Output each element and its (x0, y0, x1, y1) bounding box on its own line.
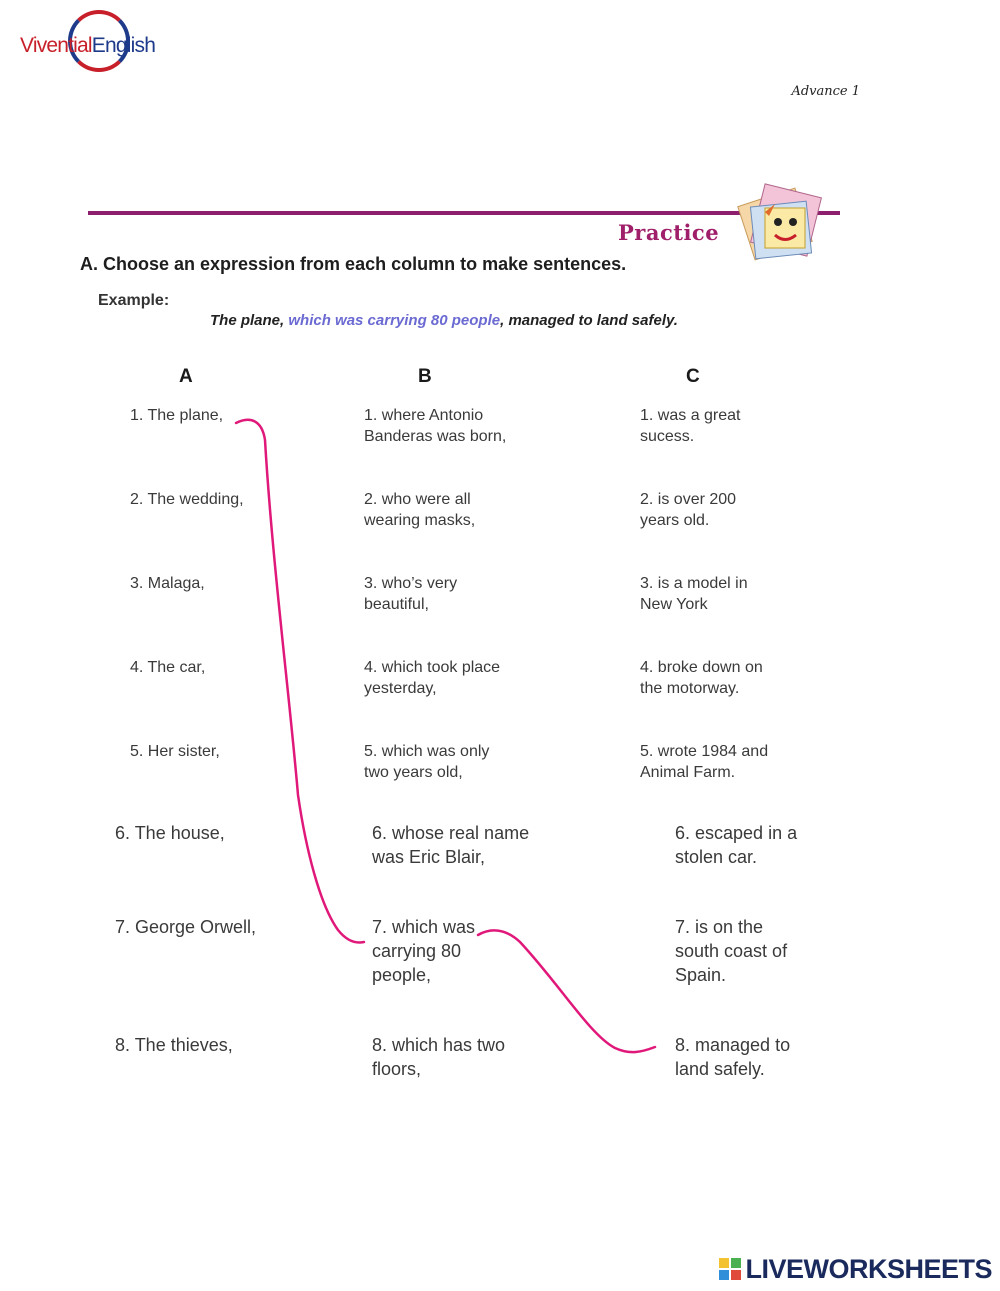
column-a-item-7[interactable]: 7. George Orwell, (115, 917, 257, 937)
column-c-item-6[interactable]: 6. escaped in a stolen car. (675, 823, 798, 867)
column-a-item-5[interactable]: 5. Her sister, (130, 743, 220, 760)
column-c-item-4[interactable]: 4. broke down on the motorway. (640, 659, 763, 697)
column-b-item-6[interactable]: 6. whose real name was Eric Blair, (372, 823, 530, 867)
column-c-item-8[interactable]: 8. managed to land safely. (675, 1035, 791, 1079)
column-b-item-1[interactable]: 1. where Antonio Banderas was born, (364, 407, 507, 445)
column-c-item-5[interactable]: 5. wrote 1984 and Animal Farm. (640, 743, 769, 781)
example-relative-clause: which was carrying 80 people (288, 312, 501, 329)
logo-text (20, 34, 155, 58)
column-a-item-1[interactable]: 1. The plane, (130, 407, 224, 424)
example-sentence (210, 312, 678, 329)
vivential-english-logo (20, 10, 190, 82)
column-a-heading: A (179, 366, 193, 387)
column-b-item-3[interactable]: 3. who’s very beautiful, (364, 575, 458, 613)
column-c-item-3[interactable]: 3. is a model in New York (640, 575, 748, 613)
example-label: Example: (98, 292, 170, 309)
logo-text-part2: English (91, 34, 156, 57)
example-sentence-end: , managed to land safely. (500, 312, 678, 329)
logo-text-part1: Vivential (20, 34, 92, 57)
level-label: Advance 1 (791, 84, 860, 99)
column-a-item-4[interactable]: 4. The car, (130, 659, 206, 676)
column-b-item-4[interactable]: 4. which took place yesterday, (364, 659, 501, 697)
column-a-item-8[interactable]: 8. The thieves, (115, 1035, 233, 1055)
column-c-heading: C (686, 366, 700, 387)
column-c-item-1[interactable]: 1. was a great sucess. (640, 407, 741, 445)
header-rule (88, 211, 840, 215)
column-a-item-2[interactable]: 2. The wedding, (130, 491, 244, 508)
column-a-item-3[interactable]: 3. Malaga, (130, 575, 205, 592)
column-b-item-8[interactable]: 8. which has two floors, (372, 1035, 506, 1079)
column-b-item-7[interactable]: 7. which was carrying 80 people, (372, 917, 476, 985)
paper-sheets-illustration-icon (735, 182, 830, 270)
liveworksheets-brand: LIVEWORKSHEETS (745, 1253, 992, 1284)
liveworksheets-logo (719, 1255, 992, 1283)
liveworksheets-blocks-icon (719, 1258, 741, 1280)
exercise-instruction: A. Choose an expression from each column to make sentences. (80, 254, 627, 274)
column-c-item-7[interactable]: 7. is on the south coast of Spain. (675, 917, 788, 985)
column-b-item-2[interactable]: 2. who were all wearing masks, (364, 491, 476, 529)
column-c-item-2[interactable]: 2. is over 200 years old. (640, 491, 737, 529)
practice-heading: Practice (618, 220, 720, 245)
column-b-item-5[interactable]: 5. which was only two years old, (364, 743, 490, 781)
example-sentence-start: The plane, (210, 312, 289, 329)
column-a-item-6[interactable]: 6. The house, (115, 823, 225, 843)
column-b-heading: B (418, 366, 432, 387)
